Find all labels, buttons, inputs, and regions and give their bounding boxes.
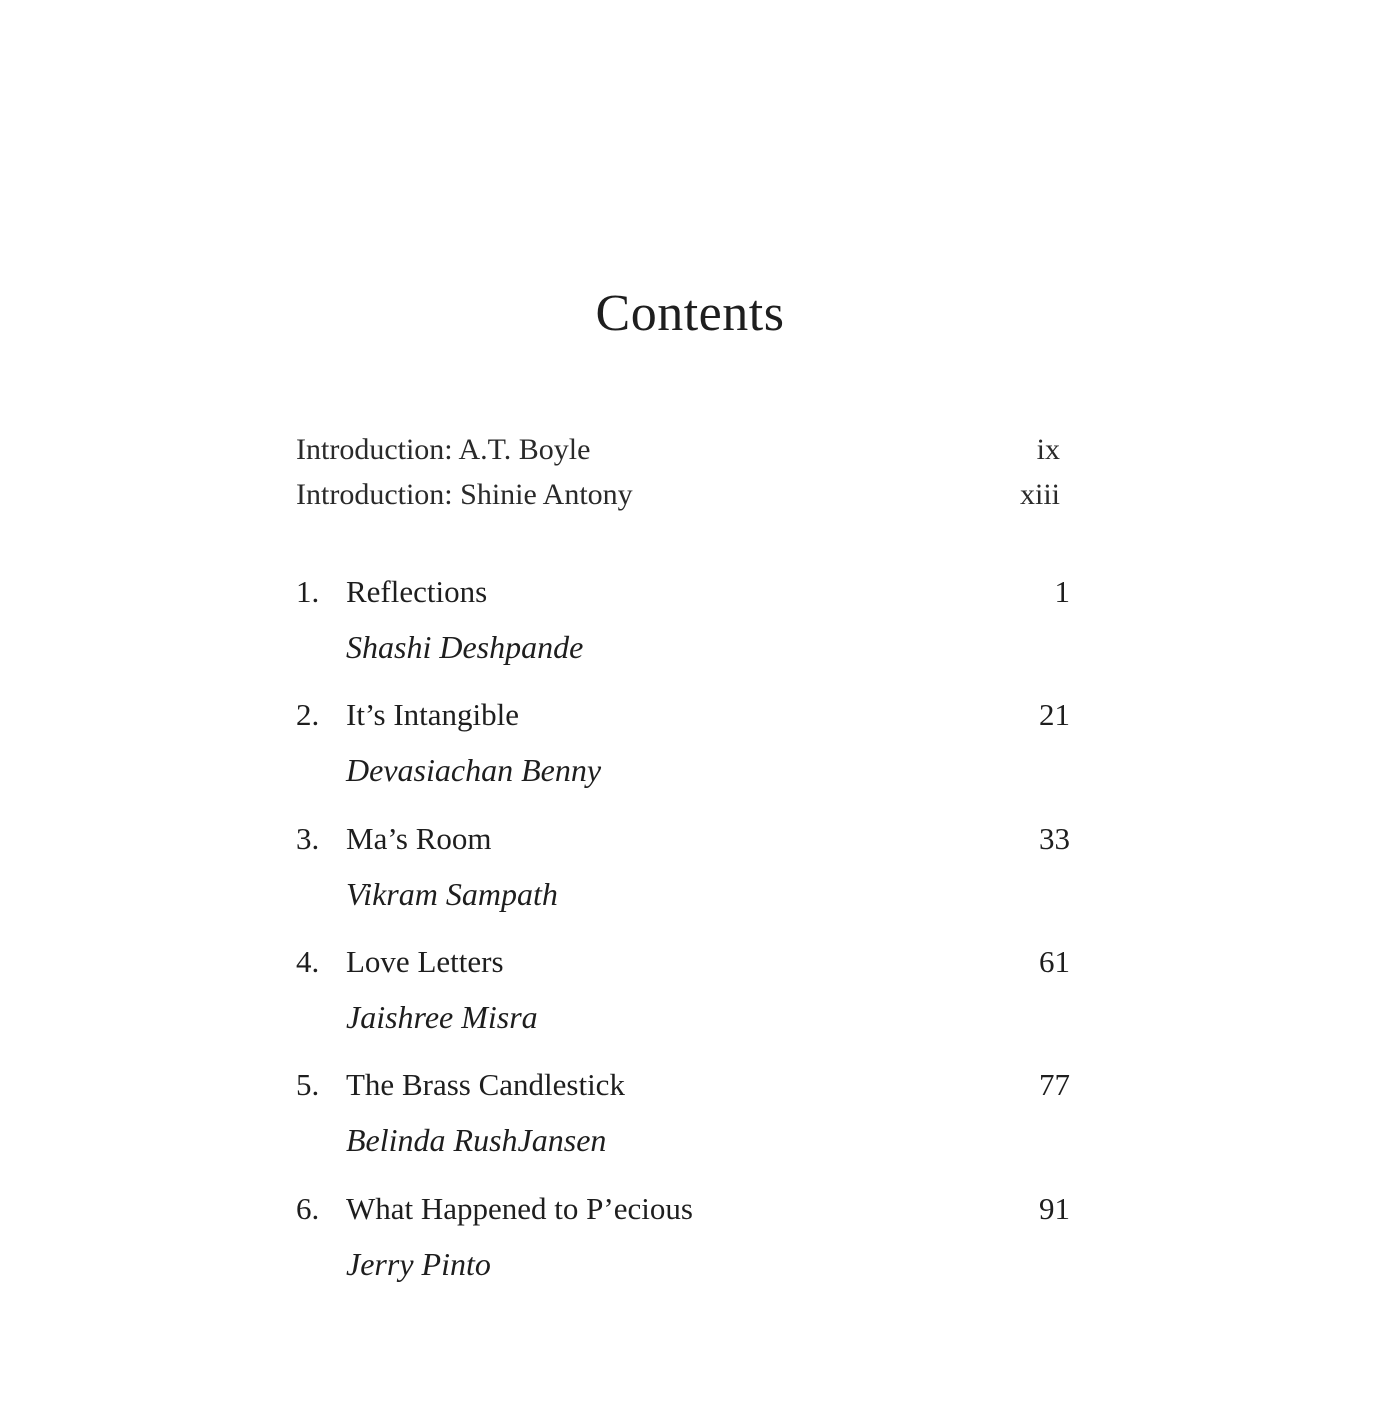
entry-number: 3. [296,821,320,856]
entry-title: It’s Intangible [346,697,520,732]
entry-page-number: 21 [1039,697,1070,732]
entry-title: The Brass Candlestick [346,1067,625,1102]
contents-entry [296,819,1070,929]
entry-author: Vikram Sampath [346,876,558,912]
introduction-row [296,475,1060,515]
entry-page-number: 1 [1054,574,1070,609]
entry-title: What Happened to P’ecious [346,1191,693,1226]
contents-entry [296,572,1070,682]
entry-title: Reflections [346,574,488,609]
introduction-title: Introduction: A.T. Boyle [296,433,591,466]
contents-entry [296,695,1070,805]
entry-number: 4. [296,944,320,979]
introduction-row [296,430,1060,470]
contents-entry [296,942,1070,1052]
entry-author: Jaishree Misra [346,999,538,1035]
introduction-page-number: xiii [1019,478,1060,511]
entry-number: 5. [296,1067,320,1102]
introduction-title: Introduction: Shinie Antony [296,478,633,511]
entry-title: Ma’s Room [346,821,492,856]
entry-page-number: 91 [1039,1191,1070,1226]
contents-entry [296,1065,1070,1175]
entry-number: 6. [296,1191,320,1226]
contents-entry [296,1189,1070,1299]
entry-author: Devasiachan Benny [346,752,602,788]
entry-author: Shashi Deshpande [346,629,584,665]
entry-author: Jerry Pinto [346,1246,491,1282]
page-title: Contents [595,285,785,342]
entry-number: 1. [296,574,320,609]
introduction-page-number: ix [1036,433,1060,466]
entry-page-number: 61 [1039,944,1070,979]
entry-author: Belinda RushJansen [346,1122,607,1158]
entry-number: 2. [296,697,320,732]
entry-page-number: 77 [1039,1067,1070,1102]
entry-title: Love Letters [346,944,504,979]
entry-page-number: 33 [1039,821,1070,856]
